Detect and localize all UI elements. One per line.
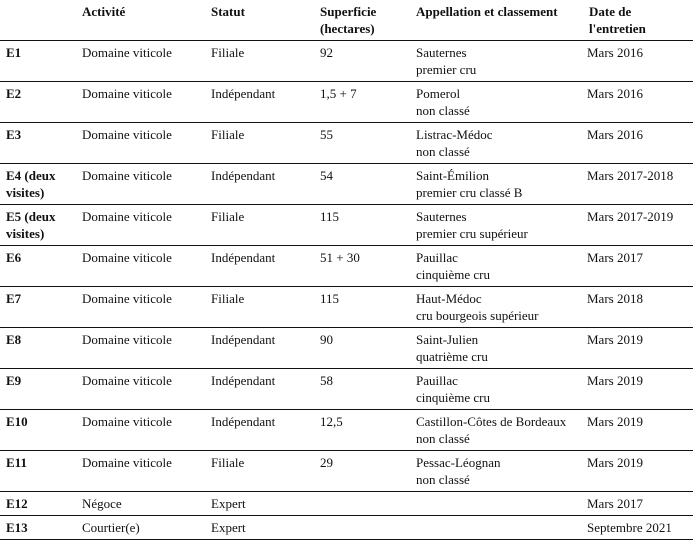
superficie-cell: 54 (314, 164, 410, 205)
appellation-cell (410, 516, 583, 540)
appellation-classement: cru bourgeois supérieur (416, 308, 539, 323)
appellation-cell (410, 123, 583, 164)
superficie-cell (314, 492, 410, 516)
activite-cell: Domaine viticole (76, 287, 205, 328)
table-row (0, 328, 693, 369)
table-row (0, 123, 693, 164)
entity-id-cell (0, 451, 76, 492)
appellation-cell (410, 164, 583, 205)
entity-id: E6 (6, 250, 22, 265)
statut-cell: Indépendant (205, 164, 314, 205)
activite-cell: Domaine viticole (76, 246, 205, 287)
appellation-classement: cinquième cru (416, 390, 490, 405)
statut-cell: Indépendant (205, 82, 314, 123)
date-cell: Mars 2019 (583, 328, 693, 369)
appellation-cell (410, 451, 583, 492)
activite-cell: Domaine viticole (76, 205, 205, 246)
table-row (0, 369, 693, 410)
superficie-cell: 12,5 (314, 410, 410, 451)
appellation-name: Pauillac (416, 373, 458, 388)
header-row (0, 0, 693, 41)
table-row (0, 164, 693, 205)
statut-cell: Indépendant (205, 328, 314, 369)
activite-cell: Courtier(e) (76, 516, 205, 540)
date-cell: Mars 2019 (583, 410, 693, 451)
header-id (0, 0, 76, 41)
appellation-name: Pauillac (416, 250, 458, 265)
statut-cell: Expert (205, 516, 314, 540)
statut-cell: Indépendant (205, 410, 314, 451)
superficie-cell: 51 + 30 (314, 246, 410, 287)
appellation-classement: non classé (416, 144, 470, 159)
header-statut: Statut (205, 0, 314, 41)
entity-id: E1 (6, 45, 22, 60)
superficie-cell (314, 516, 410, 540)
header-superficie (314, 0, 410, 41)
entity-id-cell (0, 287, 76, 328)
appellation-classement: premier cru classé B (416, 185, 523, 200)
header-appellation: Appellation et classement (410, 0, 583, 41)
entity-id: E10 (6, 414, 28, 429)
appellation-classement: quatrième cru (416, 349, 488, 364)
superficie-cell: 90 (314, 328, 410, 369)
appellation-classement: premier cru (416, 62, 477, 77)
appellation-name: Sauternes (416, 209, 467, 224)
statut-cell: Indépendant (205, 369, 314, 410)
date-cell: Mars 2019 (583, 369, 693, 410)
activite-cell: Domaine viticole (76, 451, 205, 492)
superficie-cell: 115 (314, 287, 410, 328)
appellation-name: Pessac-Léognan (416, 455, 501, 470)
statut-cell: Filiale (205, 205, 314, 246)
table-row (0, 41, 693, 82)
entity-id-cell (0, 516, 76, 540)
entity-id: E8 (6, 332, 22, 347)
appellation-name: Haut-Médoc (416, 291, 482, 306)
activite-cell: Domaine viticole (76, 369, 205, 410)
activite-cell: Domaine viticole (76, 41, 205, 82)
table-row (0, 246, 693, 287)
entity-id-cell (0, 164, 76, 205)
appellation-name: Saint-Émilion (416, 168, 489, 183)
entity-id-cell (0, 82, 76, 123)
superficie-cell: 92 (314, 41, 410, 82)
entity-id-cell (0, 205, 76, 246)
appellation-cell (410, 492, 583, 516)
appellation-cell (410, 205, 583, 246)
activite-cell: Domaine viticole (76, 410, 205, 451)
table-body (0, 41, 693, 540)
statut-cell: Filiale (205, 287, 314, 328)
table-row (0, 205, 693, 246)
statut-cell: Filiale (205, 41, 314, 82)
entity-id-cell (0, 492, 76, 516)
table-row (0, 492, 693, 516)
superficie-cell: 1,5 + 7 (314, 82, 410, 123)
activite-cell: Domaine viticole (76, 164, 205, 205)
appellation-cell (410, 246, 583, 287)
table-row (0, 82, 693, 123)
entity-id: E11 (6, 455, 27, 470)
header-date-line1: Date de (589, 4, 632, 19)
header-superficie-line1: Superficie (320, 4, 377, 19)
appellation-cell (410, 410, 583, 451)
date-cell: Mars 2016 (583, 123, 693, 164)
appellation-classement: non classé (416, 472, 470, 487)
header-date (583, 0, 693, 41)
entity-id: E13 (6, 520, 28, 535)
date-cell: Mars 2019 (583, 451, 693, 492)
appellation-name: Saint-Julien (416, 332, 479, 347)
date-cell: Mars 2017-2018 (583, 164, 693, 205)
entity-id-cell (0, 246, 76, 287)
appellation-cell (410, 287, 583, 328)
appellation-name: Listrac-Médoc (416, 127, 493, 142)
entity-id: E7 (6, 291, 22, 306)
appellation-cell (410, 328, 583, 369)
entity-id-cell (0, 41, 76, 82)
date-cell: Mars 2017-2019 (583, 205, 693, 246)
superficie-cell: 55 (314, 123, 410, 164)
table-row (0, 410, 693, 451)
appellation-name: Castillon-Côtes de Bordeaux (416, 414, 567, 429)
superficie-cell: 115 (314, 205, 410, 246)
statut-cell: Filiale (205, 451, 314, 492)
appellation-classement: cinquième cru (416, 267, 490, 282)
entity-id: E3 (6, 127, 22, 142)
appellation-name: Sauternes (416, 45, 467, 60)
appellation-cell (410, 41, 583, 82)
appellation-name: Pomerol (416, 86, 461, 101)
superficie-cell: 29 (314, 451, 410, 492)
date-cell: Mars 2017 (583, 492, 693, 516)
activite-cell: Domaine viticole (76, 328, 205, 369)
table-row (0, 287, 693, 328)
appellation-classement: non classé (416, 431, 470, 446)
entity-id: E2 (6, 86, 22, 101)
entity-id: E5 (deux (6, 209, 56, 224)
entity-id: E4 (deux (6, 168, 56, 183)
entity-id: E12 (6, 496, 28, 511)
entity-id-line2: visites) (6, 185, 45, 200)
header-activite: Activité (76, 0, 205, 41)
date-cell: Mars 2016 (583, 82, 693, 123)
appellation-classement: non classé (416, 103, 470, 118)
activite-cell: Domaine viticole (76, 123, 205, 164)
activite-cell: Domaine viticole (76, 82, 205, 123)
table-header (0, 0, 693, 41)
entity-id-cell (0, 369, 76, 410)
superficie-cell: 58 (314, 369, 410, 410)
date-cell: Mars 2016 (583, 41, 693, 82)
date-cell: Mars 2018 (583, 287, 693, 328)
activite-cell: Négoce (76, 492, 205, 516)
statut-cell: Filiale (205, 123, 314, 164)
entity-id-cell (0, 123, 76, 164)
table-row (0, 516, 693, 540)
appellation-classement: premier cru supérieur (416, 226, 528, 241)
table-row (0, 451, 693, 492)
statut-cell: Expert (205, 492, 314, 516)
entity-id: E9 (6, 373, 22, 388)
entity-id-line2: visites) (6, 226, 45, 241)
appellation-cell (410, 82, 583, 123)
appellation-cell (410, 369, 583, 410)
statut-cell: Indépendant (205, 246, 314, 287)
entity-id-cell (0, 410, 76, 451)
header-superficie-line2: (hectares) (320, 21, 375, 36)
date-cell: Septembre 2021 (583, 516, 693, 540)
entity-id-cell (0, 328, 76, 369)
header-date-line2: l'entretien (589, 21, 646, 36)
date-cell: Mars 2017 (583, 246, 693, 287)
